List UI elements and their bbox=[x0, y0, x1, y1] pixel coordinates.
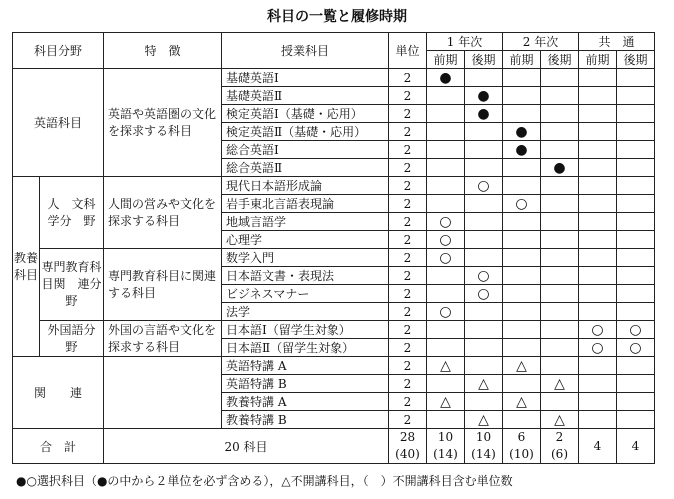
schedule-mark bbox=[579, 159, 617, 177]
schedule-mark bbox=[427, 195, 465, 213]
schedule-mark bbox=[503, 339, 541, 357]
schedule-mark bbox=[617, 177, 655, 195]
schedule-mark-symbol: △ bbox=[440, 393, 451, 410]
schedule-mark bbox=[427, 123, 465, 141]
schedule-mark-symbol: △ bbox=[440, 357, 451, 374]
schedule-mark bbox=[579, 213, 617, 231]
schedule-mark bbox=[427, 177, 465, 195]
schedule-mark bbox=[617, 87, 655, 105]
subject-name: 英語特講 A bbox=[222, 357, 389, 375]
schedule-mark bbox=[541, 195, 579, 213]
schedule-mark bbox=[465, 285, 503, 303]
schedule-mark bbox=[427, 411, 465, 429]
schedule-mark bbox=[465, 159, 503, 177]
schedule-mark bbox=[427, 213, 465, 231]
schedule-mark bbox=[579, 321, 617, 339]
schedule-mark bbox=[617, 249, 655, 267]
schedule-mark bbox=[579, 105, 617, 123]
schedule-mark bbox=[579, 303, 617, 321]
schedule-mark bbox=[579, 339, 617, 357]
schedule-mark bbox=[503, 123, 541, 141]
total-value-paren: (6) bbox=[551, 447, 568, 461]
schedule-mark bbox=[465, 357, 503, 375]
schedule-mark bbox=[503, 177, 541, 195]
feature-related-empty bbox=[104, 357, 222, 429]
total-y1-second bbox=[465, 429, 503, 464]
schedule-mark bbox=[617, 123, 655, 141]
schedule-mark bbox=[617, 303, 655, 321]
schedule-mark bbox=[503, 195, 541, 213]
schedule-mark bbox=[541, 267, 579, 285]
schedule-mark bbox=[465, 375, 503, 393]
schedule-mark-symbol: ○ bbox=[439, 231, 452, 248]
schedule-mark bbox=[427, 339, 465, 357]
schedule-mark-symbol: ● bbox=[439, 69, 452, 86]
schedule-mark bbox=[503, 69, 541, 87]
schedule-mark-symbol: ● bbox=[477, 87, 490, 104]
table-row bbox=[13, 321, 655, 339]
schedule-mark-symbol: ○ bbox=[591, 321, 604, 338]
subject-name: 数学入門 bbox=[222, 249, 389, 267]
units-value: 2 bbox=[389, 231, 427, 249]
schedule-mark bbox=[465, 213, 503, 231]
header-second-term: 後期 bbox=[617, 51, 655, 69]
table-row bbox=[13, 69, 655, 87]
schedule-mark bbox=[541, 303, 579, 321]
units-value: 2 bbox=[389, 357, 427, 375]
schedule-mark bbox=[503, 159, 541, 177]
schedule-mark bbox=[427, 87, 465, 105]
units-value: 2 bbox=[389, 411, 427, 429]
schedule-mark bbox=[617, 267, 655, 285]
schedule-mark-symbol: ○ bbox=[439, 249, 452, 266]
units-value: 2 bbox=[389, 393, 427, 411]
schedule-mark bbox=[465, 303, 503, 321]
units-value: 2 bbox=[389, 303, 427, 321]
total-y2-first bbox=[503, 429, 541, 464]
table-row bbox=[13, 249, 655, 267]
schedule-mark bbox=[465, 339, 503, 357]
schedule-mark bbox=[465, 267, 503, 285]
total-value: 28 bbox=[399, 430, 416, 444]
schedule-mark bbox=[503, 393, 541, 411]
schedule-mark bbox=[541, 231, 579, 249]
schedule-mark bbox=[541, 357, 579, 375]
schedule-mark bbox=[541, 123, 579, 141]
subject-name: 地域言語学 bbox=[222, 213, 389, 231]
schedule-mark bbox=[617, 357, 655, 375]
header-first-term: 前期 bbox=[503, 51, 541, 69]
schedule-mark bbox=[541, 375, 579, 393]
schedule-mark bbox=[465, 195, 503, 213]
schedule-mark bbox=[579, 141, 617, 159]
schedule-mark bbox=[427, 69, 465, 87]
schedule-mark-symbol: ○ bbox=[477, 177, 490, 194]
schedule-mark bbox=[541, 321, 579, 339]
schedule-mark bbox=[427, 321, 465, 339]
schedule-mark bbox=[503, 249, 541, 267]
total-common-first: 4 bbox=[579, 429, 617, 464]
units-value: 2 bbox=[389, 267, 427, 285]
subject-name: 検定英語Ⅰ（基礎・応用） bbox=[222, 105, 389, 123]
schedule-mark bbox=[427, 285, 465, 303]
units-value: 2 bbox=[389, 195, 427, 213]
schedule-mark bbox=[541, 141, 579, 159]
header-year2: 2 年次 bbox=[503, 33, 579, 51]
subject-name: ビジネスマナー bbox=[222, 285, 389, 303]
schedule-mark bbox=[465, 393, 503, 411]
total-value-paren: (14) bbox=[471, 447, 496, 461]
schedule-mark bbox=[617, 159, 655, 177]
schedule-mark-symbol: △ bbox=[554, 375, 565, 392]
schedule-mark bbox=[579, 87, 617, 105]
subject-name: 心理学 bbox=[222, 231, 389, 249]
schedule-mark-symbol: ● bbox=[515, 141, 528, 158]
subject-name: 日本語Ⅱ（留学生対象） bbox=[222, 339, 389, 357]
schedule-mark-symbol: ○ bbox=[515, 195, 528, 212]
schedule-mark bbox=[541, 249, 579, 267]
schedule-mark bbox=[579, 231, 617, 249]
subject-name: 検定英語Ⅱ（基礎・応用） bbox=[222, 123, 389, 141]
schedule-mark bbox=[427, 267, 465, 285]
units-value: 2 bbox=[389, 285, 427, 303]
category-foreign: 外国語分 野 bbox=[40, 321, 104, 357]
subject-name: 法学 bbox=[222, 303, 389, 321]
schedule-mark bbox=[579, 267, 617, 285]
schedule-mark bbox=[503, 213, 541, 231]
units-value: 2 bbox=[389, 69, 427, 87]
schedule-mark bbox=[579, 357, 617, 375]
schedule-mark bbox=[617, 285, 655, 303]
schedule-mark bbox=[503, 411, 541, 429]
feature-foreign: 外国の言語や文化を探求する科目 bbox=[104, 321, 222, 357]
schedule-mark-symbol: ○ bbox=[477, 267, 490, 284]
units-value: 2 bbox=[389, 105, 427, 123]
schedule-mark bbox=[427, 393, 465, 411]
schedule-mark-symbol: △ bbox=[478, 411, 489, 428]
schedule-mark bbox=[617, 231, 655, 249]
units-value: 2 bbox=[389, 321, 427, 339]
schedule-mark-symbol: ○ bbox=[629, 321, 642, 338]
schedule-mark bbox=[541, 69, 579, 87]
total-value-paren: (10) bbox=[509, 447, 534, 461]
schedule-mark-symbol: ○ bbox=[439, 303, 452, 320]
subject-name: 総合英語Ⅰ bbox=[222, 141, 389, 159]
schedule-mark bbox=[465, 177, 503, 195]
header-common: 共 通 bbox=[579, 33, 655, 51]
schedule-mark bbox=[465, 411, 503, 429]
schedule-mark bbox=[541, 339, 579, 357]
schedule-mark bbox=[617, 321, 655, 339]
subject-name: 基礎英語Ⅰ bbox=[222, 69, 389, 87]
schedule-mark bbox=[579, 177, 617, 195]
units-value: 2 bbox=[389, 177, 427, 195]
category-specialized: 専門教育科目関 連分 野 bbox=[40, 249, 104, 321]
units-value: 2 bbox=[389, 159, 427, 177]
total-subjects: 20 科目 bbox=[104, 429, 389, 464]
schedule-mark bbox=[503, 267, 541, 285]
schedule-mark bbox=[503, 375, 541, 393]
schedule-mark bbox=[541, 393, 579, 411]
course-table bbox=[12, 32, 655, 464]
total-units bbox=[389, 429, 427, 464]
subject-name: 教養特講 A bbox=[222, 393, 389, 411]
schedule-mark bbox=[465, 123, 503, 141]
schedule-mark bbox=[503, 357, 541, 375]
units-value: 2 bbox=[389, 123, 427, 141]
category-humanities: 人 文科 学分 野 bbox=[40, 177, 104, 249]
units-value: 2 bbox=[389, 87, 427, 105]
schedule-mark-symbol: ○ bbox=[629, 339, 642, 356]
schedule-mark bbox=[617, 195, 655, 213]
schedule-mark bbox=[503, 141, 541, 159]
table-row bbox=[13, 357, 655, 375]
schedule-mark bbox=[427, 303, 465, 321]
schedule-mark bbox=[465, 69, 503, 87]
category-english: 英語科目 bbox=[13, 69, 104, 177]
total-value: 2 bbox=[555, 430, 564, 444]
schedule-mark bbox=[579, 285, 617, 303]
schedule-mark bbox=[541, 105, 579, 123]
header-first-term: 前期 bbox=[579, 51, 617, 69]
subject-name: 岩手東北言語表現論 bbox=[222, 195, 389, 213]
units-value: 2 bbox=[389, 375, 427, 393]
subject-name: 英語特講 B bbox=[222, 375, 389, 393]
header-year1: 1 年次 bbox=[427, 33, 503, 51]
schedule-mark bbox=[579, 375, 617, 393]
schedule-mark bbox=[541, 213, 579, 231]
subject-name: 総合英語Ⅱ bbox=[222, 159, 389, 177]
schedule-mark bbox=[579, 411, 617, 429]
schedule-mark bbox=[503, 231, 541, 249]
schedule-mark bbox=[427, 357, 465, 375]
schedule-mark bbox=[617, 375, 655, 393]
schedule-mark bbox=[503, 105, 541, 123]
schedule-mark bbox=[579, 123, 617, 141]
category-related: 関 連 bbox=[13, 357, 104, 429]
schedule-mark bbox=[617, 339, 655, 357]
schedule-mark bbox=[579, 69, 617, 87]
schedule-mark bbox=[503, 87, 541, 105]
total-row bbox=[13, 429, 655, 464]
schedule-mark-symbol: △ bbox=[554, 411, 565, 428]
schedule-mark bbox=[465, 321, 503, 339]
schedule-mark bbox=[617, 141, 655, 159]
schedule-mark bbox=[427, 105, 465, 123]
schedule-mark-symbol: ● bbox=[477, 105, 490, 122]
schedule-mark bbox=[541, 159, 579, 177]
header-category: 科目分野 bbox=[13, 33, 104, 69]
schedule-mark bbox=[579, 249, 617, 267]
schedule-mark bbox=[503, 303, 541, 321]
total-value-paren: (14) bbox=[433, 447, 458, 461]
schedule-mark bbox=[617, 69, 655, 87]
schedule-mark bbox=[465, 141, 503, 159]
subject-name: 現代日本語形成論 bbox=[222, 177, 389, 195]
schedule-mark-symbol: ● bbox=[515, 123, 528, 140]
subject-name: 基礎英語Ⅱ bbox=[222, 87, 389, 105]
schedule-mark bbox=[617, 105, 655, 123]
schedule-mark bbox=[617, 393, 655, 411]
schedule-mark bbox=[579, 195, 617, 213]
schedule-mark bbox=[579, 393, 617, 411]
subject-name: 日本語Ⅰ（留学生対象） bbox=[222, 321, 389, 339]
feature-english: 英語や英語圏の文化を探求する科目 bbox=[104, 69, 222, 177]
table-row bbox=[13, 177, 655, 195]
category-kyoyo: 教養科目 bbox=[13, 177, 40, 357]
subject-name: 教養特講 B bbox=[222, 411, 389, 429]
total-value: 10 bbox=[475, 430, 492, 444]
schedule-mark bbox=[541, 411, 579, 429]
schedule-mark-symbol: △ bbox=[478, 375, 489, 392]
schedule-mark bbox=[465, 87, 503, 105]
schedule-mark bbox=[427, 375, 465, 393]
header-units: 単位 bbox=[389, 33, 427, 69]
schedule-mark bbox=[465, 231, 503, 249]
total-value-paren: (40) bbox=[395, 447, 420, 461]
units-value: 2 bbox=[389, 339, 427, 357]
header-subject: 授業科目 bbox=[222, 33, 389, 69]
header-second-term: 後期 bbox=[541, 51, 579, 69]
schedule-mark bbox=[465, 249, 503, 267]
header-first-term: 前期 bbox=[427, 51, 465, 69]
units-value: 2 bbox=[389, 141, 427, 159]
feature-humanities: 人間の営みや文化を探求する科目 bbox=[104, 177, 222, 249]
total-value: 10 bbox=[437, 430, 454, 444]
schedule-mark bbox=[503, 285, 541, 303]
total-common-second: 4 bbox=[617, 429, 655, 464]
total-value: 6 bbox=[517, 430, 526, 444]
schedule-mark bbox=[427, 159, 465, 177]
footnote: ●○選択科目（●の中から２単位を必ず含める），△不開講科目，（ ）不開講科目含む単位数 bbox=[16, 474, 513, 488]
page-title: 科目の一覧と履修時期 bbox=[267, 9, 407, 25]
schedule-mark bbox=[465, 105, 503, 123]
schedule-mark bbox=[541, 177, 579, 195]
schedule-mark bbox=[427, 141, 465, 159]
schedule-mark bbox=[617, 411, 655, 429]
total-y2-second bbox=[541, 429, 579, 464]
schedule-mark-symbol: ○ bbox=[439, 213, 452, 230]
header-second-term: 後期 bbox=[465, 51, 503, 69]
header-feature: 特 徴 bbox=[104, 33, 222, 69]
units-value: 2 bbox=[389, 249, 427, 267]
schedule-mark bbox=[503, 321, 541, 339]
schedule-mark-symbol: ○ bbox=[477, 285, 490, 302]
units-value: 2 bbox=[389, 213, 427, 231]
subject-name: 日本語文書・表現法 bbox=[222, 267, 389, 285]
total-y1-first bbox=[427, 429, 465, 464]
schedule-mark-symbol: △ bbox=[516, 393, 527, 410]
schedule-mark-symbol: △ bbox=[516, 357, 527, 374]
schedule-mark bbox=[541, 285, 579, 303]
schedule-mark bbox=[617, 213, 655, 231]
schedule-mark-symbol: ○ bbox=[591, 339, 604, 356]
schedule-mark-symbol: ● bbox=[553, 159, 566, 176]
schedule-mark bbox=[427, 249, 465, 267]
schedule-mark bbox=[427, 231, 465, 249]
total-label: 合 計 bbox=[13, 429, 104, 464]
schedule-mark bbox=[541, 87, 579, 105]
feature-specialized: 専門教育科目に関連する科目 bbox=[104, 249, 222, 321]
